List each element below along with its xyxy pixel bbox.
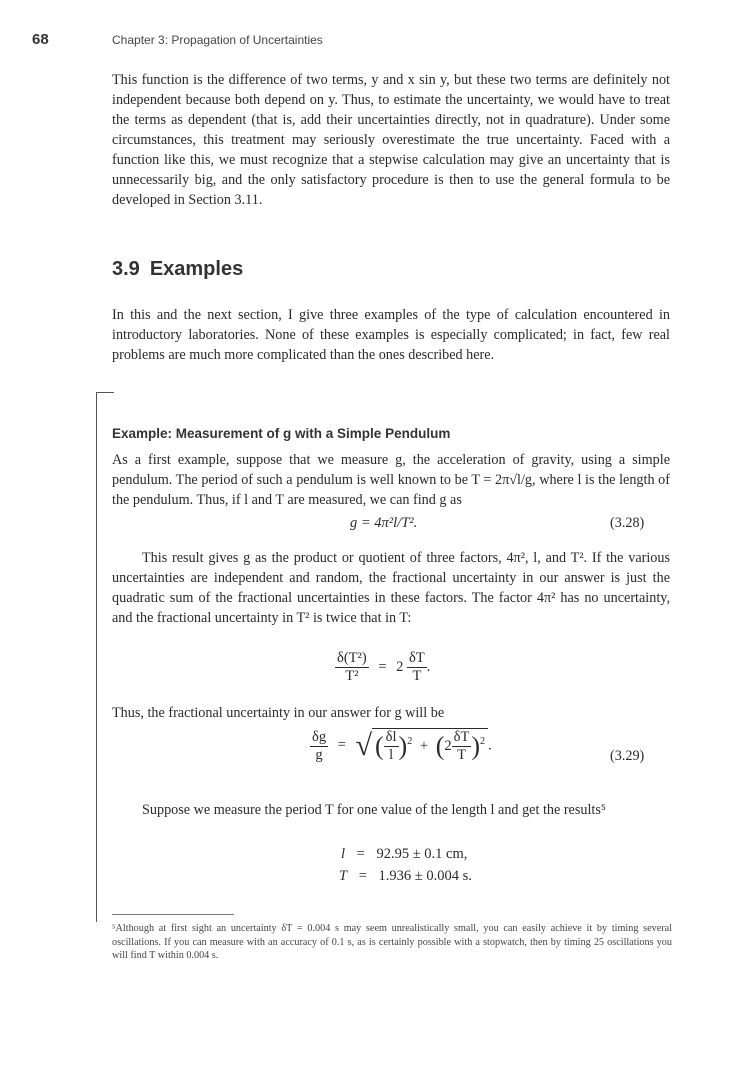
intro-paragraph: This function is the difference of two terms, y and x sin y, but these two terms are definitely not independent because both depend on y. Thus, to estimate the uncertainty, we would have to treat the terms as dependent (that is, add their uncertainties directly, not in quadrature). Under some circumstances, this treatment may seriously overestimate the true uncertainty. Faced with a function like this, we must recognize that a stepwise calculation may give an uncertainty that is unnecessarily big, and the only satisfactory procedure is then to use the general formula to be developed in Section 3.11. (112, 72, 670, 208)
running-head: Chapter 3: Propagation of Uncertainties (112, 33, 323, 47)
equation-3-29: $\frac{\delta g}{g}$ = √ ( $\frac{\delta l}{l}$ )$^2$ + (2 $\frac{\delta T}{T}$ )$^2$ . (312, 728, 492, 763)
footnote: ⁵Although at first sight an uncertainty δT = 0.004 s may seem unrealistically small, you can easily achieve it by timing several oscillations. If you can measure with an accuracy of 0.1 s, as is certainly possible with a stopwatch, then by timing 25 oscillations you will find T within 0.004 s. (112, 923, 672, 961)
fraction-dg-g: $\frac{\delta g}{g}$ (312, 728, 327, 763)
equation-3-28-number: (3.28) (610, 515, 645, 531)
equation-3-28: g = 4π²l/T². (350, 515, 418, 531)
square-root: √ ( $\frac{\delta l}{l}$ )$^2$ + (2 $\frac{\delta T}{T}$ )$^2$ (356, 728, 489, 764)
section-title: Examples (149, 258, 244, 280)
equation-3-29-number: (3.29) (610, 748, 645, 764)
example-paragraph-4: Suppose we measure the period T for one value of the length l and get the results⁵ (142, 802, 606, 818)
example-paragraph-2: This result gives g as the product or quotient of three factors, 4π², l, and T². If the various uncertainties are independent and random, the fractional uncertainty in our answer is just the quadratic sum of the fractional uncertainties in these factors. The factor 4π² has no uncertainty, and the fractional uncertainty in T² is twice that in T: (112, 550, 670, 626)
example-box-border-vertical (96, 392, 97, 922)
example-paragraph-1: As a first example, suppose that we measure g, the acceleration of gravity, using a simple pendulum. The period of such a pendulum is well known to be T = 2π√l/g, where l is the length of the pendulum. Thus, if l and T are measured, we can find g as (112, 452, 670, 508)
example-title: Example: Measurement of g with a Simple Pendulum (112, 426, 451, 441)
page-number: 68 (32, 31, 49, 48)
result-period: T = 1.936 ± 0.004 s. (339, 868, 472, 884)
result-length: l = 92.95 ± 0.1 cm, (341, 846, 468, 862)
section-paragraph: In this and the next section, I give three examples of the type of calculation encountered in introductory laboratories. None of these examples is especially complicated; in fact, few real problems are much more complicated than the ones described here. (112, 307, 670, 363)
example-box-border-horizontal (96, 392, 114, 393)
fraction-lhs: $\frac{\text{δ(T²)}}{\text{T²}}$ (337, 650, 367, 684)
section-number: 3.9 (112, 258, 140, 280)
footnote-rule (112, 914, 234, 915)
fraction-rhs: $\frac{\delta T}{T}$ (409, 650, 425, 684)
equation-t-squared: $\frac{\text{δ(T²)}}{\text{T²}}$ = 2 $\frac{\delta T}{T}$ . (337, 650, 431, 684)
section-heading (112, 258, 243, 281)
example-paragraph-3: Thus, the fractional uncertainty in our answer for g will be (112, 705, 445, 721)
